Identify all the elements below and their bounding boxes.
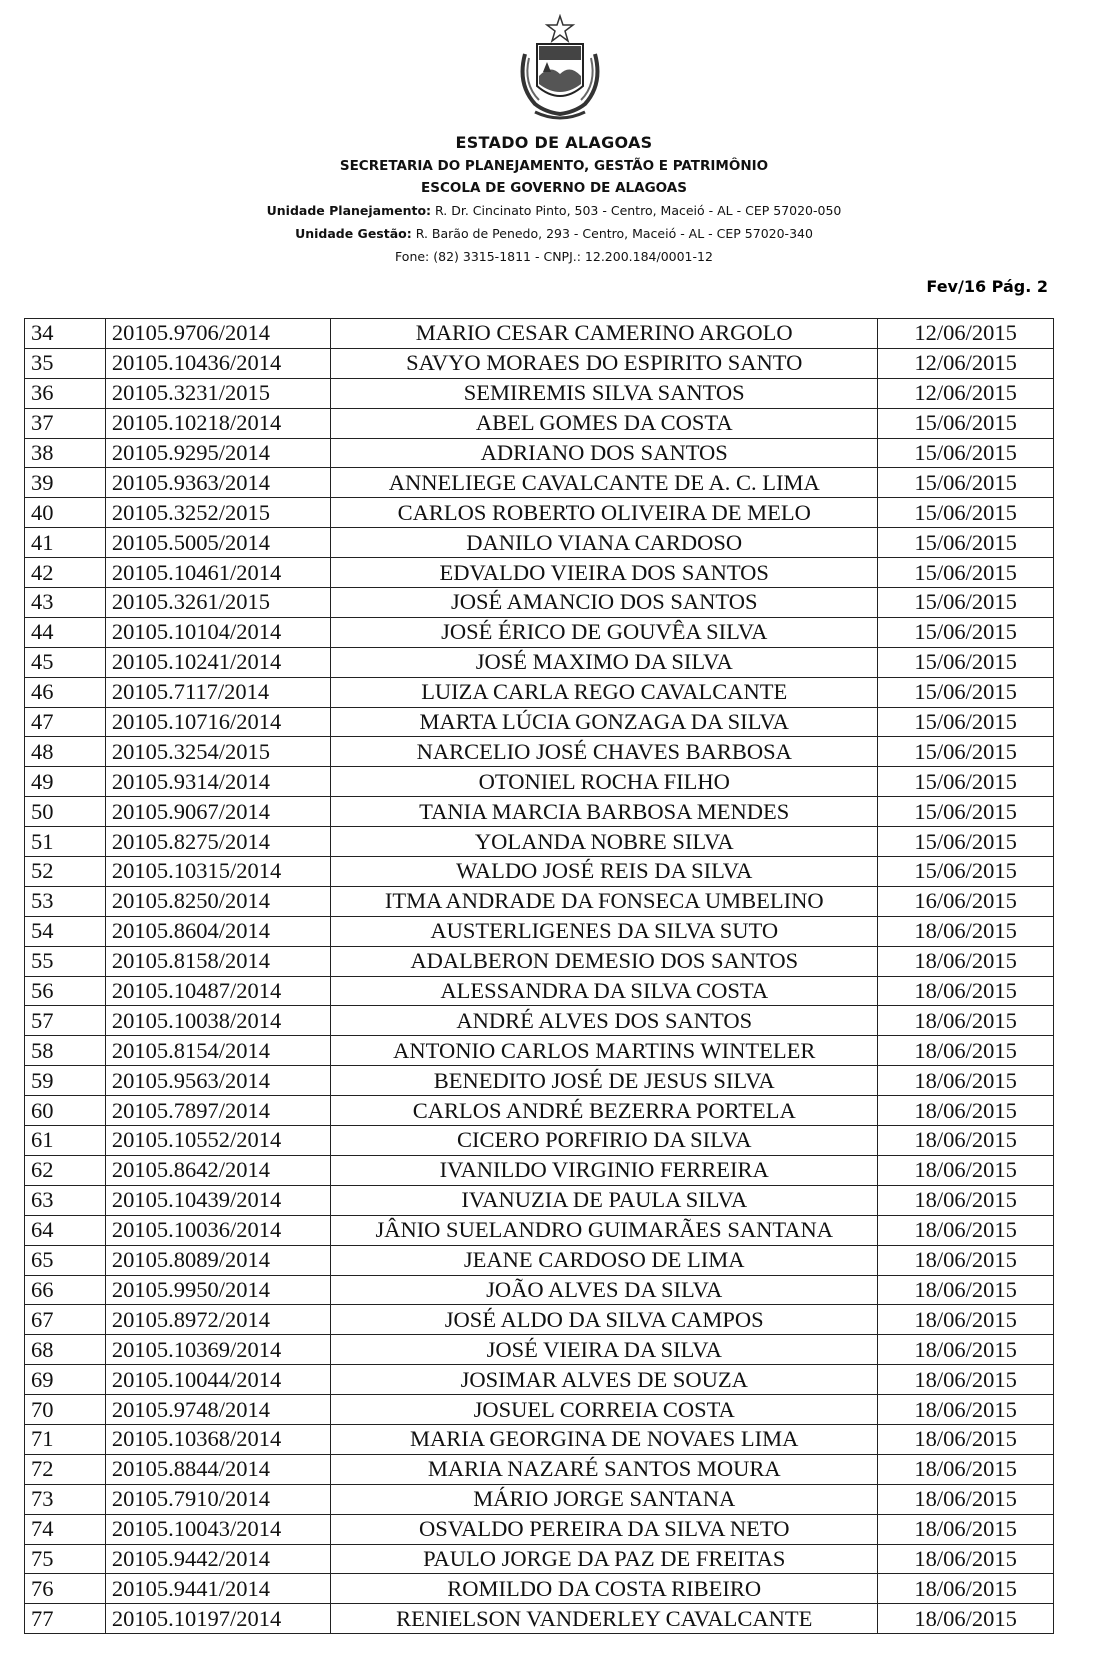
row-number-cell: 69 xyxy=(25,1365,106,1395)
table-row xyxy=(25,498,1054,528)
row-number-cell: 63 xyxy=(25,1185,106,1215)
table-row xyxy=(25,1245,1054,1275)
date-cell: 18/06/2015 xyxy=(878,1245,1054,1275)
person-name-cell: ANDRÉ ALVES DOS SANTOS xyxy=(331,1006,878,1036)
process-number-cell: 20105.8154/2014 xyxy=(105,1036,330,1066)
row-number-cell: 39 xyxy=(25,468,106,498)
date-cell: 15/06/2015 xyxy=(878,647,1054,677)
process-number-cell: 20105.10716/2014 xyxy=(105,707,330,737)
management-unit-text: R. Barão de Penedo, 293 - Centro, Maceió - AL - CEP 57020-340 xyxy=(415,226,813,241)
person-name-cell: JOSÉ AMANCIO DOS SANTOS xyxy=(331,588,878,618)
row-number-cell: 76 xyxy=(25,1574,106,1604)
process-number-cell: 20105.10552/2014 xyxy=(105,1126,330,1156)
table-row xyxy=(25,1096,1054,1126)
table-row xyxy=(25,468,1054,498)
date-cell: 12/06/2015 xyxy=(878,319,1054,349)
person-name-cell: EDVALDO VIEIRA DOS SANTOS xyxy=(331,558,878,588)
date-cell: 15/06/2015 xyxy=(878,797,1054,827)
person-name-cell: WALDO JOSÉ REIS DA SILVA xyxy=(331,857,878,887)
process-number-cell: 20105.7897/2014 xyxy=(105,1096,330,1126)
table-row xyxy=(25,1335,1054,1365)
row-number-cell: 43 xyxy=(25,588,106,618)
date-cell: 18/06/2015 xyxy=(878,1275,1054,1305)
date-cell: 15/06/2015 xyxy=(878,737,1054,767)
table-row xyxy=(25,1275,1054,1305)
row-number-cell: 41 xyxy=(25,528,106,558)
person-name-cell: CARLOS ROBERTO OLIVEIRA DE MELO xyxy=(331,498,878,528)
date-cell: 18/06/2015 xyxy=(878,1544,1054,1574)
table-row xyxy=(25,916,1054,946)
row-number-cell: 36 xyxy=(25,378,106,408)
date-cell: 15/06/2015 xyxy=(878,408,1054,438)
date-cell: 18/06/2015 xyxy=(878,1185,1054,1215)
person-name-cell: ABEL GOMES DA COSTA xyxy=(331,408,878,438)
person-name-cell: ADALBERON DEMESIO DOS SANTOS xyxy=(331,946,878,976)
row-number-cell: 68 xyxy=(25,1335,106,1365)
table-row xyxy=(25,1126,1054,1156)
table-row xyxy=(25,797,1054,827)
process-number-cell: 20105.10038/2014 xyxy=(105,1006,330,1036)
row-number-cell: 51 xyxy=(25,827,106,857)
process-number-cell: 20105.8972/2014 xyxy=(105,1305,330,1335)
process-number-cell: 20105.10104/2014 xyxy=(105,617,330,647)
date-cell: 15/06/2015 xyxy=(878,767,1054,797)
person-name-cell: IVANUZIA DE PAULA SILVA xyxy=(331,1185,878,1215)
date-cell: 15/06/2015 xyxy=(878,528,1054,558)
person-name-cell: OSVALDO PEREIRA DA SILVA NETO xyxy=(331,1514,878,1544)
date-cell: 15/06/2015 xyxy=(878,558,1054,588)
date-cell: 15/06/2015 xyxy=(878,677,1054,707)
row-number-cell: 77 xyxy=(25,1604,106,1634)
date-cell: 18/06/2015 xyxy=(878,1215,1054,1245)
person-name-cell: MÁRIO JORGE SANTANA xyxy=(331,1484,878,1514)
table-row xyxy=(25,558,1054,588)
process-number-cell: 20105.9363/2014 xyxy=(105,468,330,498)
row-number-cell: 67 xyxy=(25,1305,106,1335)
process-number-cell: 20105.10241/2014 xyxy=(105,647,330,677)
date-cell: 18/06/2015 xyxy=(878,1036,1054,1066)
person-name-cell: JOSUEL CORREIA COSTA xyxy=(331,1395,878,1425)
row-number-cell: 37 xyxy=(25,408,106,438)
person-name-cell: ITMA ANDRADE DA FONSECA UMBELINO xyxy=(331,886,878,916)
person-name-cell: MARIO CESAR CAMERINO ARGOLO xyxy=(331,319,878,349)
row-number-cell: 48 xyxy=(25,737,106,767)
table-row xyxy=(25,319,1054,349)
process-number-cell: 20105.10461/2014 xyxy=(105,558,330,588)
date-cell: 18/06/2015 xyxy=(878,1514,1054,1544)
table-row xyxy=(25,1305,1054,1335)
person-name-cell: MARIA NAZARÉ SANTOS MOURA xyxy=(331,1454,878,1484)
process-number-cell: 20105.10439/2014 xyxy=(105,1185,330,1215)
person-name-cell: JEANE CARDOSO DE LIMA xyxy=(331,1245,878,1275)
table-row xyxy=(25,1006,1054,1036)
date-cell: 15/06/2015 xyxy=(878,438,1054,468)
table-row xyxy=(25,827,1054,857)
date-cell: 18/06/2015 xyxy=(878,1424,1054,1454)
process-number-cell: 20105.9314/2014 xyxy=(105,767,330,797)
person-name-cell: MARIA GEORGINA DE NOVAES LIMA xyxy=(331,1424,878,1454)
process-number-cell: 20105.10369/2014 xyxy=(105,1335,330,1365)
school-name: ESCOLA DE GOVERNO DE ALAGOAS xyxy=(421,180,687,196)
table-row xyxy=(25,1514,1054,1544)
table-row xyxy=(25,1574,1054,1604)
person-name-cell: NARCELIO JOSÉ CHAVES BARBOSA xyxy=(331,737,878,767)
state-title: ESTADO DE ALAGOAS xyxy=(455,133,653,152)
process-number-cell: 20105.9706/2014 xyxy=(105,319,330,349)
planning-unit-address xyxy=(0,203,1108,218)
person-name-cell: AUSTERLIGENES DA SILVA SUTO xyxy=(331,916,878,946)
date-cell: 18/06/2015 xyxy=(878,1335,1054,1365)
date-cell: 18/06/2015 xyxy=(878,1155,1054,1185)
table-row xyxy=(25,438,1054,468)
process-number-cell: 20105.8844/2014 xyxy=(105,1454,330,1484)
row-number-cell: 64 xyxy=(25,1215,106,1245)
table-row xyxy=(25,857,1054,887)
row-number-cell: 61 xyxy=(25,1126,106,1156)
row-number-cell: 59 xyxy=(25,1066,106,1096)
person-name-cell: CICERO PORFIRIO DA SILVA xyxy=(331,1126,878,1156)
row-number-cell: 44 xyxy=(25,617,106,647)
person-name-cell: OTONIEL ROCHA FILHO xyxy=(331,767,878,797)
process-number-cell: 20105.10487/2014 xyxy=(105,976,330,1006)
state-coat-of-arms-icon xyxy=(515,14,605,126)
date-cell: 18/06/2015 xyxy=(878,1066,1054,1096)
date-cell: 18/06/2015 xyxy=(878,946,1054,976)
row-number-cell: 38 xyxy=(25,438,106,468)
person-name-cell: LUIZA CARLA REGO CAVALCANTE xyxy=(331,677,878,707)
person-name-cell: JOSÉ ALDO DA SILVA CAMPOS xyxy=(331,1305,878,1335)
row-number-cell: 75 xyxy=(25,1544,106,1574)
date-cell: 18/06/2015 xyxy=(878,1096,1054,1126)
roster-table xyxy=(24,318,1054,1634)
process-number-cell: 20105.8275/2014 xyxy=(105,827,330,857)
date-cell: 18/06/2015 xyxy=(878,1305,1054,1335)
process-number-cell: 20105.8089/2014 xyxy=(105,1245,330,1275)
row-number-cell: 57 xyxy=(25,1006,106,1036)
table-row xyxy=(25,1215,1054,1245)
planning-unit-label: Unidade Planejamento: xyxy=(266,203,432,218)
process-number-cell: 20105.10043/2014 xyxy=(105,1514,330,1544)
date-cell: 18/06/2015 xyxy=(878,1006,1054,1036)
date-cell: 15/06/2015 xyxy=(878,617,1054,647)
row-number-cell: 47 xyxy=(25,707,106,737)
process-number-cell: 20105.9442/2014 xyxy=(105,1544,330,1574)
process-number-cell: 20105.10044/2014 xyxy=(105,1365,330,1395)
row-number-cell: 45 xyxy=(25,647,106,677)
date-cell: 18/06/2015 xyxy=(878,1126,1054,1156)
person-name-cell: JOSÉ MAXIMO DA SILVA xyxy=(331,647,878,677)
row-number-cell: 46 xyxy=(25,677,106,707)
process-number-cell: 20105.8604/2014 xyxy=(105,916,330,946)
process-number-cell: 20105.9748/2014 xyxy=(105,1395,330,1425)
date-cell: 12/06/2015 xyxy=(878,378,1054,408)
person-name-cell: JOSIMAR ALVES DE SOUZA xyxy=(331,1365,878,1395)
table-row xyxy=(25,1484,1054,1514)
table-row xyxy=(25,737,1054,767)
table-row xyxy=(25,378,1054,408)
table-row xyxy=(25,1395,1054,1425)
date-cell: 15/06/2015 xyxy=(878,498,1054,528)
process-number-cell: 20105.3261/2015 xyxy=(105,588,330,618)
process-number-cell: 20105.10036/2014 xyxy=(105,1215,330,1245)
table-row xyxy=(25,617,1054,647)
person-name-cell: JÂNIO SUELANDRO GUIMARÃES SANTANA xyxy=(331,1215,878,1245)
table-row xyxy=(25,1155,1054,1185)
person-name-cell: RENIELSON VANDERLEY CAVALCANTE xyxy=(331,1604,878,1634)
date-cell: 18/06/2015 xyxy=(878,916,1054,946)
process-number-cell: 20105.9563/2014 xyxy=(105,1066,330,1096)
table-row xyxy=(25,588,1054,618)
table-row xyxy=(25,886,1054,916)
date-cell: 18/06/2015 xyxy=(878,1454,1054,1484)
person-name-cell: CARLOS ANDRÉ BEZERRA PORTELA xyxy=(331,1096,878,1126)
table-row xyxy=(25,767,1054,797)
process-number-cell: 20105.10436/2014 xyxy=(105,348,330,378)
person-name-cell: JOSÉ ÉRICO DE GOUVÊA SILVA xyxy=(331,617,878,647)
process-number-cell: 20105.10197/2014 xyxy=(105,1604,330,1634)
person-name-cell: YOLANDA NOBRE SILVA xyxy=(331,827,878,857)
planning-unit-text: R. Dr. Cincinato Pinto, 503 - Centro, Maceió - AL - CEP 57020-050 xyxy=(435,203,842,218)
table-row xyxy=(25,1365,1054,1395)
process-number-cell: 20105.9295/2014 xyxy=(105,438,330,468)
date-cell: 15/06/2015 xyxy=(878,857,1054,887)
row-number-cell: 49 xyxy=(25,767,106,797)
row-number-cell: 34 xyxy=(25,319,106,349)
person-name-cell: ADRIANO DOS SANTOS xyxy=(331,438,878,468)
person-name-cell: IVANILDO VIRGINIO FERREIRA xyxy=(331,1155,878,1185)
row-number-cell: 71 xyxy=(25,1424,106,1454)
process-number-cell: 20105.8250/2014 xyxy=(105,886,330,916)
date-cell: 18/06/2015 xyxy=(878,1395,1054,1425)
table-row xyxy=(25,677,1054,707)
row-number-cell: 73 xyxy=(25,1484,106,1514)
row-number-cell: 56 xyxy=(25,976,106,1006)
table-row xyxy=(25,647,1054,677)
management-unit-address xyxy=(0,226,1108,241)
table-row xyxy=(25,707,1054,737)
process-number-cell: 20105.3231/2015 xyxy=(105,378,330,408)
person-name-cell: ANNELIEGE CAVALCANTE DE A. C. LIMA xyxy=(331,468,878,498)
process-number-cell: 20105.3252/2015 xyxy=(105,498,330,528)
person-name-cell: PAULO JORGE DA PAZ DE FREITAS xyxy=(331,1544,878,1574)
table-row xyxy=(25,1544,1054,1574)
date-cell: 15/06/2015 xyxy=(878,588,1054,618)
row-number-cell: 66 xyxy=(25,1275,106,1305)
date-cell: 15/06/2015 xyxy=(878,827,1054,857)
table-row xyxy=(25,1424,1054,1454)
row-number-cell: 50 xyxy=(25,797,106,827)
secretariat-name: SECRETARIA DO PLANEJAMENTO, GESTÃO E PATRIMÔNIO xyxy=(339,158,769,174)
process-number-cell: 20105.9441/2014 xyxy=(105,1574,330,1604)
person-name-cell: SAVYO MORAES DO ESPIRITO SANTO xyxy=(331,348,878,378)
row-number-cell: 62 xyxy=(25,1155,106,1185)
row-number-cell: 42 xyxy=(25,558,106,588)
person-name-cell: BENEDITO JOSÉ DE JESUS SILVA xyxy=(331,1066,878,1096)
row-number-cell: 35 xyxy=(25,348,106,378)
page-reference: Fev/16 Pág. 2 xyxy=(926,277,1048,296)
management-unit-label: Unidade Gestão: xyxy=(295,226,412,241)
person-name-cell: JOSÉ VIEIRA DA SILVA xyxy=(331,1335,878,1365)
row-number-cell: 60 xyxy=(25,1096,106,1126)
person-name-cell: TANIA MARCIA BARBOSA MENDES xyxy=(331,797,878,827)
process-number-cell: 20105.7910/2014 xyxy=(105,1484,330,1514)
person-name-cell: ANTONIO CARLOS MARTINS WINTELER xyxy=(331,1036,878,1066)
person-name-cell: MARTA LÚCIA GONZAGA DA SILVA xyxy=(331,707,878,737)
process-number-cell: 20105.8158/2014 xyxy=(105,946,330,976)
person-name-cell: ALESSANDRA DA SILVA COSTA xyxy=(331,976,878,1006)
process-number-cell: 20105.7117/2014 xyxy=(105,677,330,707)
roster-table-body xyxy=(25,319,1054,1634)
date-cell: 15/06/2015 xyxy=(878,468,1054,498)
process-number-cell: 20105.3254/2015 xyxy=(105,737,330,767)
process-number-cell: 20105.10368/2014 xyxy=(105,1424,330,1454)
person-name-cell: SEMIREMIS SILVA SANTOS xyxy=(331,378,878,408)
table-row xyxy=(25,976,1054,1006)
row-number-cell: 40 xyxy=(25,498,106,528)
row-number-cell: 54 xyxy=(25,916,106,946)
date-cell: 18/06/2015 xyxy=(878,1604,1054,1634)
date-cell: 18/06/2015 xyxy=(878,1484,1054,1514)
row-number-cell: 55 xyxy=(25,946,106,976)
date-cell: 16/06/2015 xyxy=(878,886,1054,916)
process-number-cell: 20105.10315/2014 xyxy=(105,857,330,887)
process-number-cell: 20105.5005/2014 xyxy=(105,528,330,558)
table-row xyxy=(25,408,1054,438)
table-row xyxy=(25,1066,1054,1096)
person-name-cell: ROMILDO DA COSTA RIBEIRO xyxy=(331,1574,878,1604)
row-number-cell: 70 xyxy=(25,1395,106,1425)
process-number-cell: 20105.10218/2014 xyxy=(105,408,330,438)
date-cell: 18/06/2015 xyxy=(878,1574,1054,1604)
row-number-cell: 58 xyxy=(25,1036,106,1066)
table-row xyxy=(25,348,1054,378)
person-name-cell: JOÃO ALVES DA SILVA xyxy=(331,1275,878,1305)
table-row xyxy=(25,1036,1054,1066)
process-number-cell: 20105.8642/2014 xyxy=(105,1155,330,1185)
process-number-cell: 20105.9950/2014 xyxy=(105,1275,330,1305)
process-number-cell: 20105.9067/2014 xyxy=(105,797,330,827)
person-name-cell: DANILO VIANA CARDOSO xyxy=(331,528,878,558)
table-row xyxy=(25,528,1054,558)
row-number-cell: 65 xyxy=(25,1245,106,1275)
phone-cnpj-line: Fone: (82) 3315-1811 - CNPJ.: 12.200.184/0001-12 xyxy=(395,249,713,264)
row-number-cell: 74 xyxy=(25,1514,106,1544)
date-cell: 12/06/2015 xyxy=(878,348,1054,378)
table-row xyxy=(25,1454,1054,1484)
date-cell: 18/06/2015 xyxy=(878,976,1054,1006)
table-row xyxy=(25,946,1054,976)
table-row xyxy=(25,1604,1054,1634)
date-cell: 15/06/2015 xyxy=(878,707,1054,737)
row-number-cell: 52 xyxy=(25,857,106,887)
table-row xyxy=(25,1185,1054,1215)
row-number-cell: 53 xyxy=(25,886,106,916)
date-cell: 18/06/2015 xyxy=(878,1365,1054,1395)
row-number-cell: 72 xyxy=(25,1454,106,1484)
